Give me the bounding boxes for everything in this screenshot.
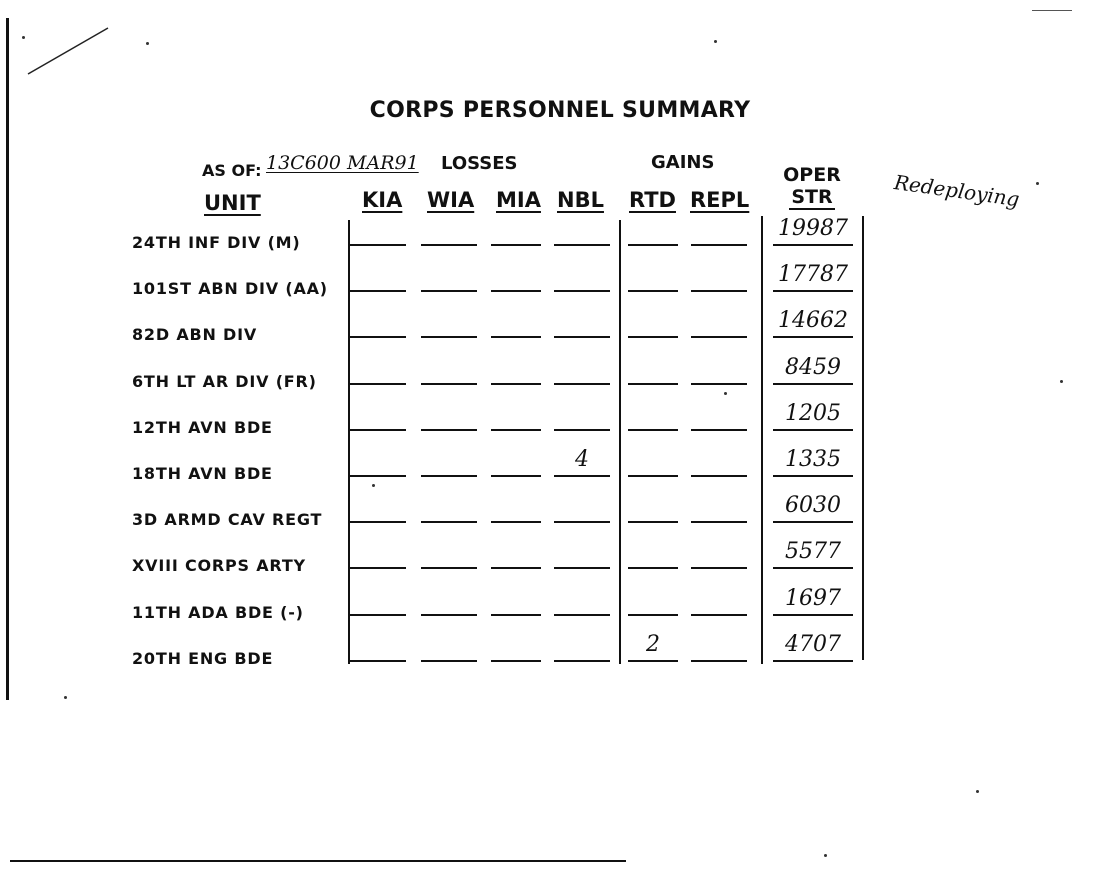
- nbl-entry-line: [554, 290, 610, 292]
- repl-entry-line: [691, 383, 747, 385]
- mia-entry-line: [491, 567, 541, 569]
- mia-entry-line: [491, 336, 541, 338]
- kia-entry-line: [350, 429, 406, 431]
- wia-entry-line: [421, 290, 477, 292]
- gains-header: GAINS: [651, 152, 715, 173]
- nbl-entry-line: [554, 660, 610, 662]
- kia-entry-line: [350, 521, 406, 523]
- unit-name: 18TH AVN BDE: [132, 464, 273, 483]
- nbl-entry-line: [554, 244, 610, 246]
- kia-entry-line: [350, 290, 406, 292]
- mia-entry-line: [491, 244, 541, 246]
- page-bottom-rule: [10, 860, 626, 862]
- speck: [1036, 182, 1039, 185]
- kia-entry-line: [350, 475, 406, 477]
- mia-entry-line: [491, 521, 541, 523]
- oper-str-value: 6030: [785, 493, 841, 519]
- rtd-entry-line: [628, 429, 678, 431]
- unit-name: 12TH AVN BDE: [132, 417, 273, 437]
- rtd-entry-line: [628, 614, 678, 616]
- wia-entry-line: [421, 521, 477, 523]
- nbl-entry-line: [554, 429, 610, 431]
- repl-entry-line: [691, 429, 747, 431]
- repl-column-header: REPL: [690, 188, 750, 212]
- oper-entry-line: [773, 336, 853, 338]
- oper-entry-line: [773, 383, 853, 385]
- oper-str-value: 5577: [785, 539, 841, 565]
- nbl-entry-line: [554, 567, 610, 569]
- pen-stroke-mark: [20, 20, 120, 80]
- mia-column-header: MIA: [496, 188, 541, 212]
- mia-entry-line: [491, 475, 541, 477]
- rtd-entry-line: [628, 567, 678, 569]
- nbl-value: 4: [575, 447, 589, 472]
- repl-entry-line: [691, 521, 747, 523]
- nbl-entry-line: [554, 475, 610, 477]
- unit-name: 3D ARMD CAV REGT: [132, 510, 323, 530]
- unit-column-header: UNIT: [204, 191, 261, 215]
- mia-entry-line: [491, 383, 541, 385]
- oper-str-value: 14662: [778, 308, 848, 334]
- rtd-column-header: RTD: [629, 188, 676, 212]
- rtd-entry-line: [628, 660, 678, 662]
- top-right-rule: [1032, 10, 1072, 11]
- rtd-entry-line: [628, 475, 678, 477]
- unit-name: 11TH ADA BDE (-): [132, 602, 304, 622]
- repl-entry-line: [691, 475, 747, 477]
- kia-column-header: KIA: [362, 188, 403, 212]
- oper-entry-line: [773, 521, 853, 523]
- oper-header-line2: STR: [791, 186, 833, 208]
- oper-str-value: 19987: [778, 216, 848, 241]
- oper-entry-line: [773, 429, 853, 431]
- rtd-entry-line: [628, 521, 678, 523]
- oper-entry-line: [773, 567, 853, 569]
- kia-entry-line: [350, 614, 406, 616]
- rtd-entry-line: [628, 290, 678, 292]
- rtd-entry-line: [628, 244, 678, 246]
- oper-entry-line: [773, 475, 853, 477]
- speck: [724, 392, 727, 395]
- losses-header: LOSSES: [441, 153, 518, 174]
- speck: [1060, 380, 1063, 383]
- page-title: CORPS PERSONNEL SUMMARY: [369, 98, 751, 123]
- nbl-entry-line: [554, 614, 610, 616]
- nbl-entry-line: [554, 336, 610, 338]
- kia-entry-line: [350, 567, 406, 569]
- rtd-value: 2: [646, 631, 660, 657]
- oper-str-value: 17787: [778, 262, 848, 288]
- oper-str-value: 8459: [785, 354, 841, 380]
- wia-entry-line: [421, 660, 477, 662]
- repl-entry-line: [691, 290, 747, 292]
- as-of-label: AS OF:: [202, 161, 262, 180]
- oper-entry-line: [773, 244, 853, 246]
- margin-note: Redeploying: [892, 170, 1021, 212]
- oper-str-value: 4707: [785, 631, 841, 657]
- speck: [714, 40, 717, 43]
- unit-name: 24TH INF DIV (M): [132, 233, 301, 252]
- wia-entry-line: [421, 336, 477, 338]
- unit-name: 6TH LT AR DIV (FR): [132, 371, 317, 391]
- mia-entry-line: [491, 614, 541, 616]
- mia-entry-line: [491, 660, 541, 662]
- oper-left-border: [761, 216, 763, 664]
- oper-header-line1: OPER: [783, 164, 841, 186]
- oper-str-column-header: [767, 164, 857, 210]
- speck: [372, 484, 375, 487]
- oper-right-border: [862, 216, 864, 660]
- kia-entry-line: [350, 383, 406, 385]
- speck: [824, 854, 827, 857]
- kia-entry-line: [350, 244, 406, 246]
- oper-str-value: 1205: [785, 400, 841, 426]
- oper-str-value: 1335: [785, 447, 841, 472]
- mia-entry-line: [491, 290, 541, 292]
- oper-str-value: 1697: [785, 585, 841, 611]
- speck: [22, 36, 25, 39]
- unit-name: 20TH ENG BDE: [132, 648, 274, 668]
- repl-entry-line: [691, 244, 747, 246]
- repl-entry-line: [691, 567, 747, 569]
- unit-name: 101ST ABN DIV (AA): [132, 279, 328, 299]
- speck: [64, 696, 67, 699]
- repl-entry-line: [691, 336, 747, 338]
- wia-entry-line: [421, 614, 477, 616]
- nbl-column-header: NBL: [557, 188, 604, 212]
- rtd-entry-line: [628, 336, 678, 338]
- repl-entry-line: [691, 660, 747, 662]
- losses-left-border: [348, 220, 350, 664]
- speck: [146, 42, 149, 45]
- gains-left-border: [619, 220, 621, 664]
- nbl-entry-line: [554, 521, 610, 523]
- mia-entry-line: [491, 429, 541, 431]
- kia-entry-line: [350, 660, 406, 662]
- repl-entry-line: [691, 614, 747, 616]
- as-of-value: 13C600 MAR91: [266, 152, 419, 174]
- unit-name: XVIII CORPS ARTY: [132, 556, 306, 576]
- wia-entry-line: [421, 567, 477, 569]
- nbl-entry-line: [554, 383, 610, 385]
- rtd-entry-line: [628, 383, 678, 385]
- speck: [976, 790, 979, 793]
- wia-entry-line: [421, 383, 477, 385]
- unit-name: 82D ABN DIV: [132, 325, 258, 345]
- wia-column-header: WIA: [427, 188, 475, 212]
- oper-entry-line: [773, 290, 853, 292]
- wia-entry-line: [421, 244, 477, 246]
- oper-entry-line: [773, 614, 853, 616]
- oper-entry-line: [773, 660, 853, 662]
- kia-entry-line: [350, 336, 406, 338]
- wia-entry-line: [421, 475, 477, 477]
- wia-entry-line: [421, 429, 477, 431]
